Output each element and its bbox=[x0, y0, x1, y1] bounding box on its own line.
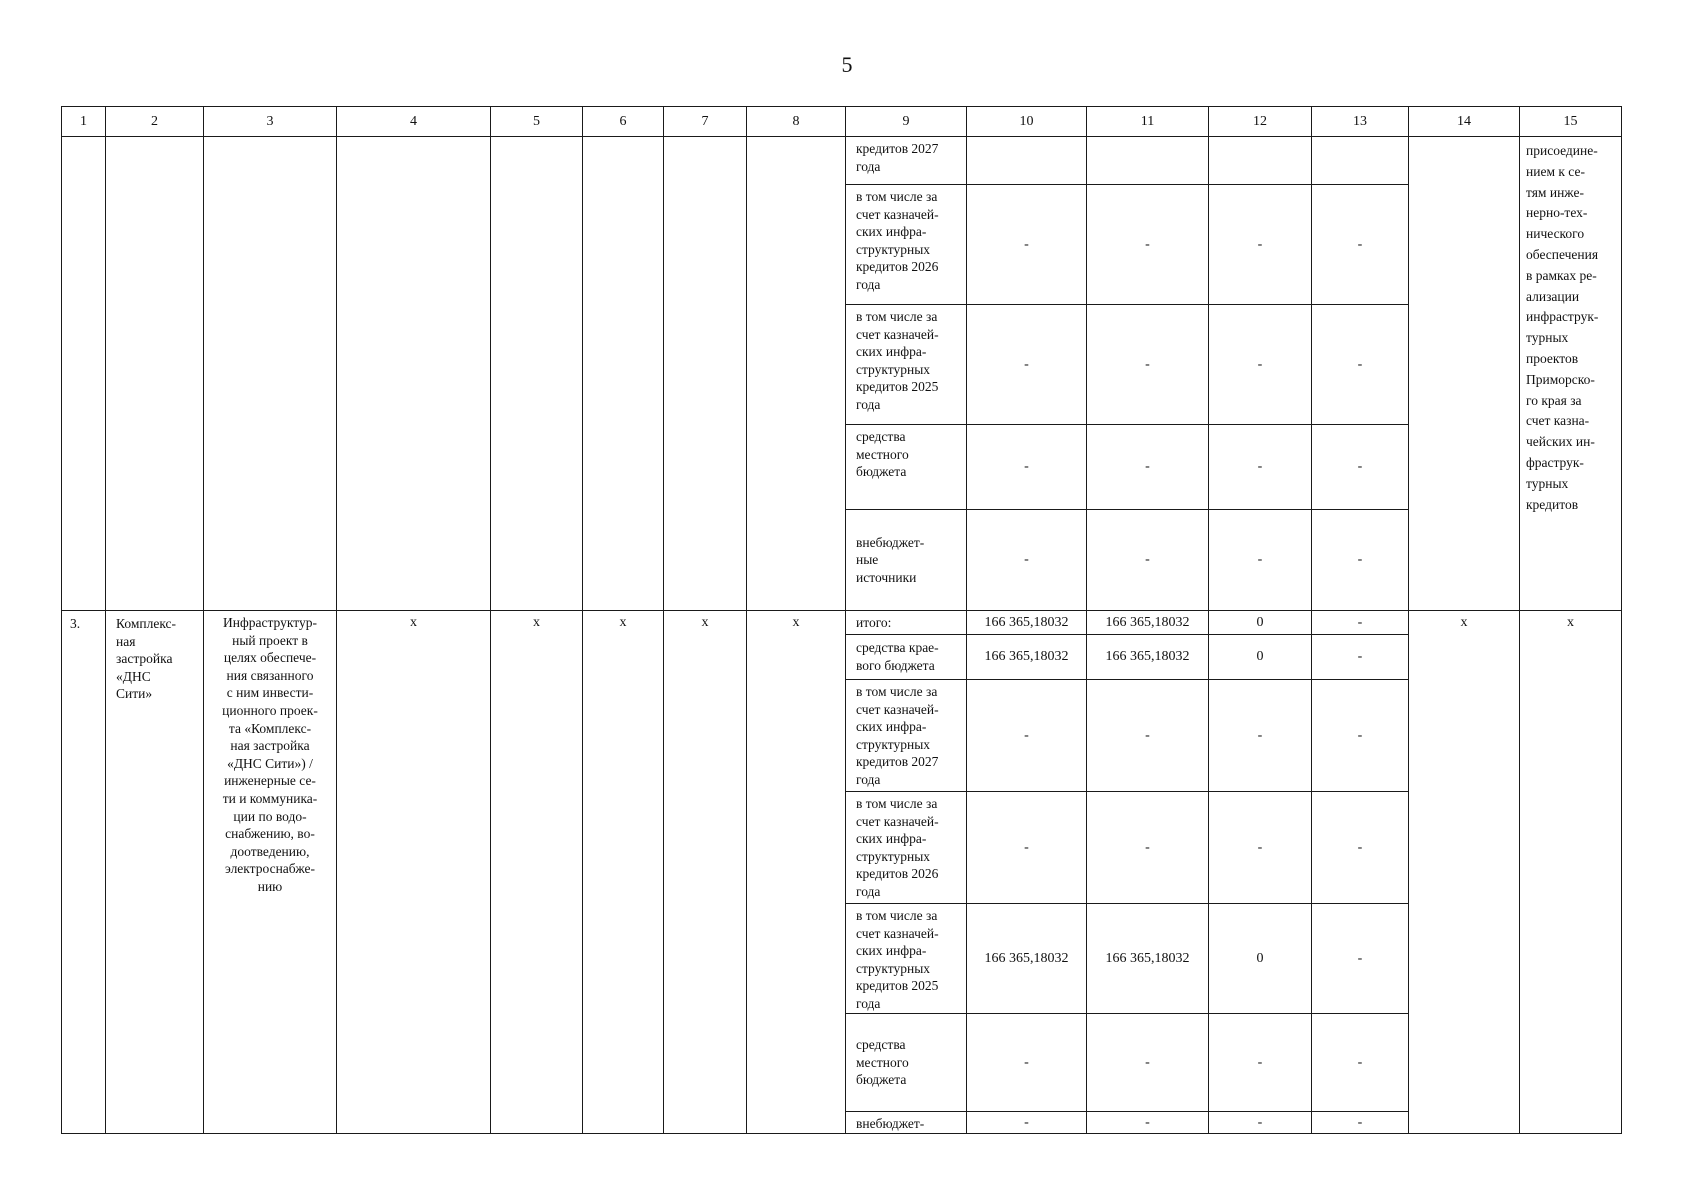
value-cell: 166 365,18032 bbox=[1087, 904, 1209, 1014]
value-cell: - bbox=[1209, 425, 1312, 510]
value-cell: - bbox=[967, 185, 1087, 305]
value-cell: - bbox=[1209, 1014, 1312, 1112]
row-number: 3. bbox=[62, 611, 106, 1134]
cell-empty bbox=[1409, 137, 1520, 611]
value-cell: - bbox=[1312, 1112, 1409, 1134]
value-cell: - bbox=[1209, 305, 1312, 425]
header-cell: 4 bbox=[337, 107, 491, 137]
value-cell bbox=[1087, 137, 1209, 185]
cell-x: x bbox=[583, 611, 664, 1134]
funding-source-label: итого: bbox=[846, 611, 967, 635]
value-cell: - bbox=[1087, 510, 1209, 611]
value-cell bbox=[967, 137, 1087, 185]
value-cell: 0 bbox=[1209, 904, 1312, 1014]
header-cell: 9 bbox=[846, 107, 967, 137]
cell-empty bbox=[106, 137, 204, 611]
funding-source-label: в том числе за счет казначей- ских инфра- структурных кредитов 2025 года bbox=[846, 904, 967, 1014]
header-cell: 1 bbox=[62, 107, 106, 137]
cell-x: x bbox=[337, 611, 491, 1134]
value-cell: - bbox=[967, 510, 1087, 611]
funding-source-label: внебюджет- bbox=[846, 1112, 967, 1134]
value-cell: - bbox=[1209, 680, 1312, 792]
value-cell: - bbox=[967, 305, 1087, 425]
cell-x: x bbox=[1520, 611, 1622, 1134]
value-cell: - bbox=[1312, 904, 1409, 1014]
value-cell bbox=[1209, 137, 1312, 185]
value-cell: - bbox=[1087, 680, 1209, 792]
value-cell: - bbox=[1312, 792, 1409, 904]
cell-empty bbox=[664, 137, 747, 611]
value-cell: - bbox=[1312, 611, 1409, 635]
value-cell: 166 365,18032 bbox=[1087, 635, 1209, 680]
project-name: Комплекс- ная застройка «ДНС Сити» bbox=[106, 611, 204, 1134]
funding-source-label: средства крае- вого бюджета bbox=[846, 635, 967, 680]
value-cell: - bbox=[1312, 185, 1409, 305]
funding-source-label: в том числе за счет казначей- ских инфра- структурных кредитов 2026 года bbox=[846, 185, 967, 305]
header-cell: 15 bbox=[1520, 107, 1622, 137]
value-cell: - bbox=[1312, 305, 1409, 425]
value-cell: - bbox=[967, 792, 1087, 904]
funding-source-label: в том числе за счет казначей- ских инфра- структурных кредитов 2026 года bbox=[846, 792, 967, 904]
value-cell: - bbox=[1209, 1112, 1312, 1134]
header-cell: 6 bbox=[583, 107, 664, 137]
header-cell: 3 bbox=[204, 107, 337, 137]
value-cell: - bbox=[967, 1014, 1087, 1112]
value-cell: - bbox=[1087, 1014, 1209, 1112]
value-cell: - bbox=[1087, 305, 1209, 425]
value-cell: - bbox=[1087, 185, 1209, 305]
value-cell: - bbox=[1312, 635, 1409, 680]
funding-source-label: в том числе за счет казначей- ских инфра- структурных кредитов 2027 года bbox=[846, 680, 967, 792]
value-cell: 0 bbox=[1209, 635, 1312, 680]
value-cell: 166 365,18032 bbox=[967, 611, 1087, 635]
value-cell: - bbox=[1312, 1014, 1409, 1112]
funding-source-label: кредитов 2027 года bbox=[846, 137, 967, 185]
cell-empty bbox=[491, 137, 583, 611]
table-row bbox=[62, 137, 1622, 185]
funding-source-label: в том числе за счет казначей- ских инфра- структурных кредитов 2025 года bbox=[846, 305, 967, 425]
header-cell: 5 bbox=[491, 107, 583, 137]
header-row bbox=[62, 107, 1622, 137]
value-cell: - bbox=[1312, 680, 1409, 792]
header-cell: 13 bbox=[1312, 107, 1409, 137]
header-cell: 14 bbox=[1409, 107, 1520, 137]
value-cell: 166 365,18032 bbox=[967, 904, 1087, 1014]
value-cell: - bbox=[1312, 425, 1409, 510]
header-cell: 10 bbox=[967, 107, 1087, 137]
cell-empty bbox=[62, 137, 106, 611]
value-cell: - bbox=[1209, 510, 1312, 611]
cell-empty bbox=[583, 137, 664, 611]
value-cell: 166 365,18032 bbox=[967, 635, 1087, 680]
header-cell: 11 bbox=[1087, 107, 1209, 137]
header-cell: 12 bbox=[1209, 107, 1312, 137]
value-cell: - bbox=[967, 680, 1087, 792]
funding-source-label: средства местного бюджета bbox=[846, 1014, 967, 1112]
header-cell: 2 bbox=[106, 107, 204, 137]
cell-empty bbox=[747, 137, 846, 611]
value-cell: 166 365,18032 bbox=[1087, 611, 1209, 635]
value-cell: - bbox=[1209, 792, 1312, 904]
cell-empty bbox=[204, 137, 337, 611]
page-number: 5 bbox=[841, 52, 853, 77]
header-cell: 8 bbox=[747, 107, 846, 137]
cell-x: x bbox=[664, 611, 747, 1134]
table-row bbox=[62, 611, 1622, 635]
cell-x: x bbox=[747, 611, 846, 1134]
cell-x: x bbox=[1409, 611, 1520, 1134]
value-cell: - bbox=[967, 1112, 1087, 1134]
value-cell bbox=[1312, 137, 1409, 185]
value-cell: - bbox=[1209, 185, 1312, 305]
value-cell: - bbox=[1087, 792, 1209, 904]
value-cell: - bbox=[1087, 425, 1209, 510]
cell-x: x bbox=[491, 611, 583, 1134]
funding-source-label: внебюджет- ные источники bbox=[846, 510, 967, 611]
value-cell: - bbox=[1312, 510, 1409, 611]
funding-source-label: средства местного бюджета bbox=[846, 425, 967, 510]
cell-empty bbox=[337, 137, 491, 611]
value-cell: - bbox=[1087, 1112, 1209, 1134]
value-cell: - bbox=[967, 425, 1087, 510]
object-note: присоедине- нием к се- тям инже- нерно-тех- нического обеспечения в рамках ре- ализации инфраструк- турных проектов Приморско- го края за счет казна- чейских ин- фраструк- турных кредитов bbox=[1520, 137, 1622, 611]
budget-table bbox=[61, 106, 1622, 1134]
value-cell: 0 bbox=[1209, 611, 1312, 635]
project-description: Инфраструктур- ный проект в целях обеспече- ния связанного с ним инвести- ционного проек- та «Комплекс- ная застройка «ДНС Сити») / инженерные се- ти и коммуника- ции по водо- снабжению, во- доотведению, электроснабже- нию bbox=[204, 611, 337, 1134]
header-cell: 7 bbox=[664, 107, 747, 137]
